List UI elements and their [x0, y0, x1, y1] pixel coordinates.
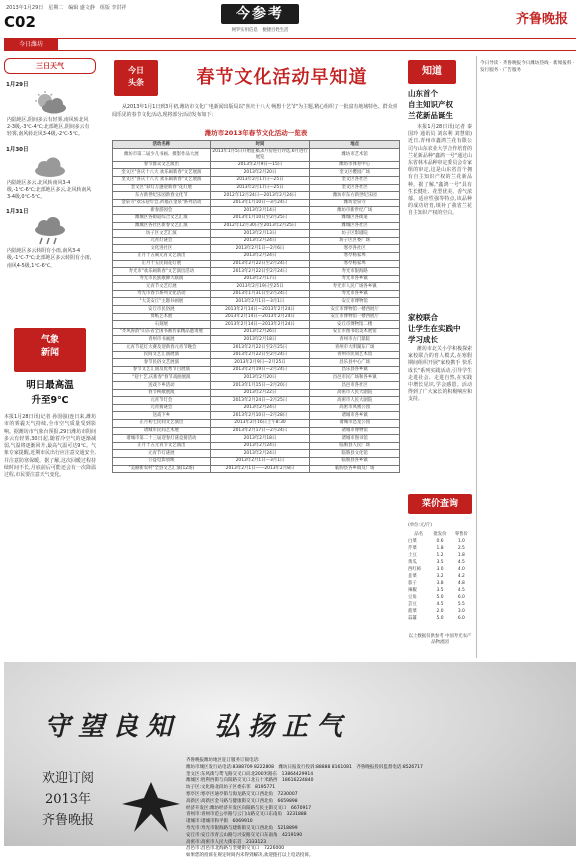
table-cell: 寿光市"欢乐闹新春"文艺演出活动	[113, 268, 211, 276]
table-cell: 2013年2月24日—2月25日	[210, 397, 310, 405]
table-cell: 高密市凤凰公园	[310, 404, 400, 412]
price-cell: 菠菜	[408, 609, 417, 614]
table-cell: 诸城市恐龙公园	[310, 419, 400, 427]
table-cell: 2013年2月20日	[210, 169, 310, 177]
table-row	[113, 214, 400, 222]
price-cell: 2.0	[436, 609, 444, 614]
table-cell: "迎十艺,庆新春"春节戏曲展演	[113, 374, 211, 382]
table-cell: 2012年12月24日—2013年2月24日	[210, 192, 310, 200]
table-row	[113, 336, 400, 344]
table-row	[113, 419, 400, 427]
table-cell: 2013年2月17日—25日	[210, 176, 310, 184]
table-cell: 2013年2月24日	[210, 450, 310, 458]
table-row	[113, 397, 400, 405]
table-cell: 高密市人民大剧院	[310, 397, 400, 405]
table-cell: 寿光市银海路	[310, 268, 400, 276]
table-row	[113, 275, 400, 283]
weather-forecast: 内陆地区,阴间多云有轻雾,南风转北风2-3级,-3℃-4℃;北部地区,阴间多云有轻雾,南风转北风3-4级,-2℃-5℃。	[7, 117, 90, 138]
info-line: 寒亭区:寒亭区通亭街与海龙路交叉口西北角 7230007	[186, 791, 298, 797]
table-cell: 坊子区影剧院	[310, 230, 400, 238]
table-row	[113, 222, 400, 230]
table-cell: 正月十五民间花灯展	[113, 260, 211, 268]
price-cell: 3.0	[457, 609, 465, 614]
table-row	[113, 230, 400, 238]
table-cell: 临朐县各乡镇及广场	[310, 465, 400, 473]
table-row	[113, 252, 400, 260]
table-cell: 高密市人民大剧院	[310, 389, 400, 397]
table-cell: "美丽新农村"全县文艺汇演(12场)	[113, 465, 211, 473]
table-cell: 青州市民间艺术馆	[310, 351, 400, 359]
table-cell: 正月十五元宵节文艺演出	[113, 442, 211, 450]
price-cell: 5.0	[436, 616, 444, 621]
eagle-icon	[116, 774, 186, 844]
table-row	[113, 450, 400, 458]
price-cell: 3.5	[436, 560, 444, 565]
page-meta: 2013年1月29日 星期二 编辑 盛文静 组版 李洪祥	[6, 5, 127, 11]
headline-tag	[114, 60, 158, 96]
table-cell: 2013年2月17日	[210, 275, 310, 283]
table-row	[113, 313, 400, 321]
headline-line: 让学生在实践中	[408, 324, 461, 333]
table-cell: 坊子区区委广场	[310, 237, 400, 245]
price-row	[408, 538, 472, 545]
table-row	[113, 442, 400, 450]
weather-date: 1月31日	[6, 209, 29, 216]
table-cell: 2013年2月22日至2月25日	[210, 344, 310, 352]
table-cell: 临朐县各乡镇	[310, 457, 400, 465]
table-cell: 2013年1月5日开始征稿,4月份进行评选,6月进行展览	[210, 148, 310, 161]
table-cell: 元宵节文艺灯展	[113, 283, 211, 291]
table-cell: 2013年2月22日	[210, 389, 310, 397]
table-cell: "大美安丘"主题书画展	[113, 298, 211, 306]
price-row	[408, 601, 472, 608]
info-line: 坊子区:文化路北段坊子区委东邻 8195771	[186, 785, 276, 791]
table-cell: 潍坊市新世纪广场	[310, 207, 400, 215]
table-cell: 诸城市第二十三届迎春灯谜竞猜活动	[113, 435, 211, 443]
table-row	[113, 404, 400, 412]
headline-line: 山东首个	[408, 89, 438, 98]
table-cell: 2013年2月14日—2013年2月24日	[210, 306, 310, 314]
table-cell: 2013年1月31日至2月24日	[210, 290, 310, 298]
table-cell: 潍坊金泉寺	[310, 199, 400, 207]
column-logo-subtitle: 网罗实用信息 便捷百姓生活	[231, 28, 289, 33]
price-row	[408, 552, 472, 559]
price-row	[408, 559, 472, 566]
table-row	[113, 366, 400, 374]
table-row	[113, 237, 400, 245]
table-row	[113, 260, 400, 268]
table-cell: 寿光市春节系列文化活动	[113, 290, 211, 298]
table-cell: 寒亭杨家埠	[310, 260, 400, 268]
zhidao-tag: 知道	[408, 60, 456, 84]
table-cell: 剪纸艺术展	[113, 313, 211, 321]
table-cell: 2013年2月17日—25日	[210, 184, 310, 192]
table-cell: 安丘市民俗展	[113, 306, 211, 314]
orchid-headline	[408, 88, 468, 121]
price-cell: 4.2	[457, 574, 465, 579]
table-cell: 寒亭杨家埠	[310, 252, 400, 260]
table-header-row	[113, 141, 400, 149]
headline-line: 家校联合	[408, 313, 438, 322]
table-row	[113, 148, 400, 161]
table-cell: 2013年2月19日至25日	[210, 283, 310, 291]
price-cell: 1.0	[457, 539, 465, 544]
info-line: 高密市:高密市人民大街东首 2333123	[186, 839, 267, 845]
table-cell: 石刻展	[113, 321, 211, 329]
weather-date: 1月30日	[6, 146, 29, 153]
table-cell: 安丘市博物馆一楼西展厅	[310, 313, 400, 321]
table-cell: 奎文区樱园广场	[310, 169, 400, 177]
table-cell: 昌乐县中心广场	[310, 359, 400, 367]
table-cell: 安丘市博物馆二楼	[310, 321, 400, 329]
table-cell: 2013年2月22日至2月24日	[210, 268, 310, 276]
rain-cloud-icon	[30, 218, 70, 246]
welcome-line: 欢迎订阅	[41, 771, 94, 786]
price-cell: 黄瓜	[408, 560, 417, 565]
headline-line: 兰花新品诞生	[408, 111, 453, 120]
section-bar	[4, 38, 576, 51]
table-cell: 正月十五闹元宵文艺演出	[113, 252, 211, 260]
table-cell: 2013年2月20日	[210, 374, 310, 382]
table-cell: 安丘市博物馆	[310, 298, 400, 306]
table-cell: 潍城区各社区新春文艺汇演	[113, 222, 211, 230]
weather-news-body: 本报1月28日讯(记者 孙国强)连日来,潍坊市的雾霾天气持续,全市空气质量受到影响。据潍坊市气象台预报,29日潍坊市阴间多云有轻雾,30日起,随着冷空气的逐渐减弱,气温将逐渐回升,最高气温可达9℃。气象专家提醒,近期市民出行应注意交通安全,并注意防寒保暖。据了解,这次回暖过程持续时间不长,月底前后可能还会有一次降温过程,市民要注意天气变化。	[4, 414, 96, 479]
table-cell: 2013年2月22日至2月24日	[210, 351, 310, 359]
table-cell: 奎文区"喜庆十八大 欢乐闹新春"文艺展演	[113, 169, 211, 177]
table-row	[113, 389, 400, 397]
info-line: 安丘市:安丘市青云山路与兴安路交叉口东南角 4219190	[186, 832, 303, 838]
table-cell: 青州市大明湖东广场	[310, 344, 400, 352]
price-cell: 5.0	[436, 595, 444, 600]
table-cell: 诸城市图书馆	[310, 435, 400, 443]
price-row	[408, 580, 472, 587]
table-row	[113, 435, 400, 443]
table-cell: 文化进社区	[113, 245, 211, 253]
tag-line: 头条	[128, 78, 144, 87]
table-cell: 2013年2月16日上午8:30	[210, 419, 310, 427]
table-row	[113, 457, 400, 465]
subscription-info	[186, 758, 576, 860]
table-cell: 奎文区各社区	[310, 184, 400, 192]
table-cell: 潍坊市第二届少儿书画、摄影作品大展	[113, 148, 211, 161]
table-cell: 潍坊市体育中心	[310, 161, 400, 169]
price-row	[408, 545, 472, 552]
table-cell: 诸城市博物馆	[310, 427, 400, 435]
info-line: 如果您的投诉在规定时间内未得到解决,欢迎拨打以上电话投诉。	[186, 853, 314, 859]
info-line: 潍城区:胜利西街与向阳路交叉口北五十米路西 18616224840	[186, 778, 314, 784]
subscription-banner	[4, 662, 576, 859]
table-row	[113, 268, 400, 276]
table-row	[113, 351, 400, 359]
headline-line: 自主知识产权	[408, 100, 453, 109]
table-cell: 寒亭各社区	[310, 245, 400, 253]
info-line: 齐鲁晚报潍坊地区征订服务订阅电话:	[186, 758, 260, 763]
headline-line: 明日最高温	[26, 380, 74, 391]
table-row	[113, 283, 400, 291]
weather-day	[4, 145, 96, 202]
price-cell: 白菜	[408, 539, 417, 544]
cloud-icon	[30, 156, 70, 178]
weather-news-headline	[4, 378, 96, 408]
price-cell: 韭菜	[408, 574, 417, 579]
table-cell: 奎文区各社区	[310, 176, 400, 184]
table-row	[113, 328, 400, 336]
price-row	[408, 594, 472, 601]
table-cell: 2013年2月9日—2月25日	[210, 359, 310, 367]
price-table	[408, 522, 472, 622]
info-line: 诸城市:诸城市和平街 6069910	[186, 819, 253, 825]
table-cell: 2013年2月14日—2013年2月24日	[210, 321, 310, 329]
price-cell: 2.5	[457, 546, 465, 551]
column-logo-title: 今参考	[221, 4, 299, 24]
tag-line: 今日	[128, 66, 144, 75]
weather-date: 1月29日	[6, 82, 29, 88]
table-cell: 潍坊市东方新世纪乐园	[310, 192, 400, 200]
price-cell: 芹菜	[408, 546, 417, 551]
table-cell: 东方新世纪乐园新春文化节	[113, 192, 211, 200]
table-cell: 临朐县人民广场	[310, 442, 400, 450]
price-cell: 1.8	[436, 546, 444, 551]
banner-slogan: 守望良知 弘扬正气	[44, 712, 351, 742]
weather-forecast: 内陆地区多云转阴有小雨,南风3-4级,-1℃-7℃;北部地区多云转阴有小雨,南风4-5级,1℃-6℃。	[7, 248, 92, 269]
table-row	[113, 176, 400, 184]
table-cell: 2013年2月10日—2月28日	[210, 412, 310, 420]
table-cell: 昌邑市民广场和各乡镇	[310, 374, 400, 382]
table-cell: 春节秧歌展演	[113, 389, 211, 397]
welcome-line: 齐鲁晚报	[41, 813, 94, 828]
table-row	[113, 184, 400, 192]
price-cell: 4.5	[457, 588, 465, 593]
price-cell: 4.0	[457, 567, 465, 572]
table-cell: 奎文区"彩灯万盏迎新春"花灯展	[113, 184, 211, 192]
table-row	[113, 321, 400, 329]
headline-line: 升至9℃	[31, 395, 69, 406]
price-cell: 豆角	[408, 595, 417, 600]
table-cell: 2013年2月24日	[210, 252, 310, 260]
table-cell: 元宵节灯谜展	[113, 450, 211, 458]
price-header-cell: 批发价	[433, 532, 447, 537]
price-cell: 土豆	[408, 553, 417, 558]
orchid-body: 本报1月28日讯(记者 秦国玲 通讯员 刘东利 刘慧娟)近日,青州市鑫鸿兰花有限公司与山东农业大学合作培育的兰花新品种"鑫鸿一号"通过山东省林木品种审定委员会专家组的审定,这是山东省首个拥有自主知识产权的兰花新品种。据了解,"鑫鸿一号"具有生长健壮、花型优美、香气浓郁、适应性强等特点,该品种的成功培育,填补了我省兰花自主知识产权的空白。	[408, 124, 472, 217]
table-cell: 安丘市图书馆美术展馆	[310, 328, 400, 336]
table-row	[113, 290, 400, 298]
table-cell: 2013年2月26日	[210, 328, 310, 336]
table-header-cell: 地点	[310, 141, 400, 149]
price-cell: 茄子	[408, 581, 417, 586]
table-row	[113, 412, 400, 420]
info-line: 昌邑市:昌邑市北海路与奎聚街交叉口 7226000	[186, 846, 285, 852]
table-cell: 送戏下乡活动	[113, 382, 211, 390]
price-cell: 芸豆	[408, 602, 417, 607]
table-row	[113, 298, 400, 306]
info-line: 经济开发区:潍坊经济开发区向阳路与民主街交叉口 6670917	[186, 805, 312, 811]
table-row	[113, 245, 400, 253]
table-cell: 2013年2月14日	[210, 207, 310, 215]
price-header-cell: 品名	[414, 532, 424, 537]
table-header-cell: 活动名称	[113, 141, 211, 149]
table-cell: 2013年2月14日—2013年2月24日	[210, 313, 310, 321]
price-header-cell: 零售价	[454, 532, 468, 537]
table-cell: 2013年2月1日—3月1日	[210, 457, 310, 465]
price-cell: 5.5	[457, 602, 465, 607]
weather-day	[4, 80, 96, 139]
table-cell: 青州市书画展	[113, 336, 211, 344]
table-row	[113, 344, 400, 352]
table-cell: 2013年1月10日—3月24日	[210, 199, 310, 207]
info-line: 奎文区:东风街与鸢飞路交叉口向北200米路东 13864429914	[186, 771, 314, 777]
table-cell: 坊子区文艺汇演	[113, 230, 211, 238]
table-cell: 正月初七民间文艺演出	[113, 419, 211, 427]
price-check-tag: 菜价查询	[408, 494, 472, 514]
table-cell: 寿光市人民广场各乡镇	[310, 283, 400, 291]
sun-cloud-icon	[30, 91, 70, 115]
table-cell: 潍城区各社区	[310, 222, 400, 230]
table-cell: 奎文区"喜庆十八大 欢乐闹新春"文艺展演	[113, 176, 211, 184]
table-cell: 2013年1月10日至2月25日	[210, 214, 310, 222]
price-cell: 蒜薹	[408, 616, 417, 621]
table-row	[113, 192, 400, 200]
table-cell: 2013年2月18日	[210, 435, 310, 443]
table-cell: 2013年2月19日—2月24日	[210, 366, 310, 374]
price-note: 以上数据仅供参考 中国寿光农产品物流园	[408, 634, 472, 645]
table-row	[113, 207, 400, 215]
section-label: 今日潍坊	[4, 38, 58, 51]
table-row	[113, 465, 400, 473]
welcome-line: 2013年	[44, 792, 92, 807]
price-header-row	[408, 531, 472, 538]
table-cell: 2013年2月24日	[210, 237, 310, 245]
table-cell: 2013年2月18日	[210, 336, 310, 344]
table-row	[113, 359, 400, 367]
side-notes: 今日导读 · 齐鲁晚报今日潍坊热线 · 新闻报料 · 发行服务 · 广告服务	[480, 61, 575, 73]
table-row	[113, 306, 400, 314]
table-cell: 2013年2月1日——2013年2月8日	[210, 465, 310, 473]
table-row	[113, 199, 400, 207]
price-row	[408, 573, 472, 580]
table-cell: 诸城市各乡镇	[310, 412, 400, 420]
table-cell: 潍城区各街道	[310, 214, 400, 222]
price-cell: 辣椒	[408, 588, 417, 593]
table-cell: 寿光市各乡镇	[310, 290, 400, 298]
table-cell: 潍坊市艺术馆	[310, 148, 400, 161]
table-row	[113, 427, 400, 435]
table-cell: 送戏下乡	[113, 412, 211, 420]
main-headline: 春节文化活动早知道	[196, 67, 368, 88]
table-cell: 春节群众文艺演出	[113, 161, 211, 169]
table-cell: 春节文艺汇演及优秀节目展演	[113, 366, 211, 374]
price-cell: 4.5	[436, 602, 444, 607]
price-cell: 3.8	[436, 581, 444, 586]
table-cell: 元宵节灯会	[113, 397, 211, 405]
price-cell: 3.0	[436, 567, 444, 572]
table-cell: 安丘市博物馆一楼西展厅	[310, 306, 400, 314]
tag-line: 新闻	[40, 348, 59, 358]
table-row	[113, 374, 400, 382]
weather-forecast: 内陆地区多云,北风转南风3-4级,-1℃-6℃;北部地区多云,北风转南风3-4级,0℃-5℃。	[7, 179, 92, 201]
column-logo	[213, 4, 307, 38]
price-cell: 西红柿	[408, 567, 422, 572]
table-cell: 寿光市民族歌舞大联演	[113, 275, 211, 283]
table-cell: 公益电影放映	[113, 457, 211, 465]
table-cell: 昌邑市各社区	[310, 382, 400, 390]
price-row	[408, 587, 472, 594]
table-cell: 元宵灯谜会	[113, 237, 211, 245]
table-cell: 2013年2月9日—15日	[210, 161, 310, 169]
page-number: C02	[4, 13, 36, 31]
table-cell: 2013年2月17日—2月24日	[210, 427, 310, 435]
info-line: 潍坊市城区发行站电话:8388709 8222808 潍坊日报发行投诉:88888 8161081 齐鲁晚报投诉监督电话:8526717	[186, 764, 423, 770]
price-row	[408, 615, 472, 622]
table-cell: 2013年2月24日	[210, 404, 310, 412]
price-cell: 4.8	[457, 581, 465, 586]
table-cell: 元宵猜谜会	[113, 404, 211, 412]
table-row	[113, 169, 400, 177]
right-margin	[476, 56, 576, 658]
price-cell: 0.6	[436, 539, 444, 544]
table-cell: 元宵节花灯大赛及迎新春元宵节晚会	[113, 344, 211, 352]
banner-welcome	[18, 768, 118, 831]
price-cell: 3.2	[436, 574, 444, 579]
table-title: 潍坊市2013年春节文化活动一览表	[204, 129, 308, 137]
school-headline	[408, 312, 472, 345]
table-row	[113, 161, 400, 169]
price-row	[408, 608, 472, 615]
price-cell: 1.2	[436, 553, 444, 558]
price-unit: (单位:元/斤)	[408, 523, 432, 528]
weather-news-tag	[14, 328, 86, 372]
table-cell: 2013年2月1日—3月1日	[210, 298, 310, 306]
activity-table	[112, 140, 400, 473]
table-cell: 诸城市民间艺术展	[113, 427, 211, 435]
table-cell: 2012年12月30日至2013年2月25日	[210, 222, 310, 230]
table-cell: 民间文艺汇演展演	[113, 351, 211, 359]
tag-line: 气象	[40, 335, 59, 345]
price-cell: 4.5	[457, 560, 465, 565]
table-cell: 新春游园会	[113, 207, 211, 215]
table-cell: 2013年1月15日—2月20日	[210, 382, 310, 390]
price-cell: 3.5	[436, 588, 444, 593]
table-cell: 金泉寺"欢乐迎年会,祈福在金泉"系列活动	[113, 199, 211, 207]
price-cell: 1.8	[457, 553, 465, 558]
table-cell: 潍城区各街道综合文艺汇演	[113, 214, 211, 222]
info-line: 寿光市:寿光市银海路与建新街交叉口西北角 5218899	[186, 825, 298, 831]
weather-day	[4, 207, 96, 270]
weather-title: 三日天气	[4, 58, 96, 74]
table-row	[113, 382, 400, 390]
table-cell: 2013年2月24日	[210, 442, 310, 450]
headline-line: 学习成长	[408, 335, 438, 344]
info-line: 青州市:青州市范公亭路与云门山路交叉口东南角 3231888	[186, 812, 307, 818]
table-cell: 春节民俗文艺展演	[113, 359, 211, 367]
article-intro: 从2013年1月1日到3月初,潍坊市文化广电新闻出版局以"喜庆十八大 畅想十艺节"为主题,精心组织了一批富有地域特色、群众喜闻乐见的春节文化活动,现将部分活动发布如下:	[112, 104, 398, 118]
table-cell: 青州市古门鼎院	[310, 336, 400, 344]
table-cell: 2013年2月1日—2月6日	[210, 245, 310, 253]
price-row	[408, 566, 472, 573]
table-cell: 昌乐县各乡镇	[310, 366, 400, 374]
info-line: 高新区:高新区金马路与健康街交叉口西北角 6659898	[186, 798, 298, 804]
price-cell: 6.0	[457, 595, 465, 600]
school-body: 潍坊市北关小学积极探索家校联合的育人模式,在寒假期间组织开展"家校携手 快乐成长"系列实践活动,引导学生走进社会、走进自然,在实践中增长见识,学会感恩。活动得到了广大家长的积极响应和支持。	[408, 346, 472, 403]
table-cell: 2013年2月22日至2月24日	[210, 260, 310, 268]
table-cell: 2013年2月13日	[210, 230, 310, 238]
table-cell: "齐风鲁韵"山东省全国书画名家精品邀请展	[113, 328, 211, 336]
table-cell: 寿光市各乡镇	[310, 275, 400, 283]
newspaper-brand: 齐鲁晚报	[515, 12, 568, 27]
table-cell: 临朐县文化馆	[310, 450, 400, 458]
table-header-cell: 时间	[210, 141, 310, 149]
price-cell: 6.0	[457, 616, 465, 621]
